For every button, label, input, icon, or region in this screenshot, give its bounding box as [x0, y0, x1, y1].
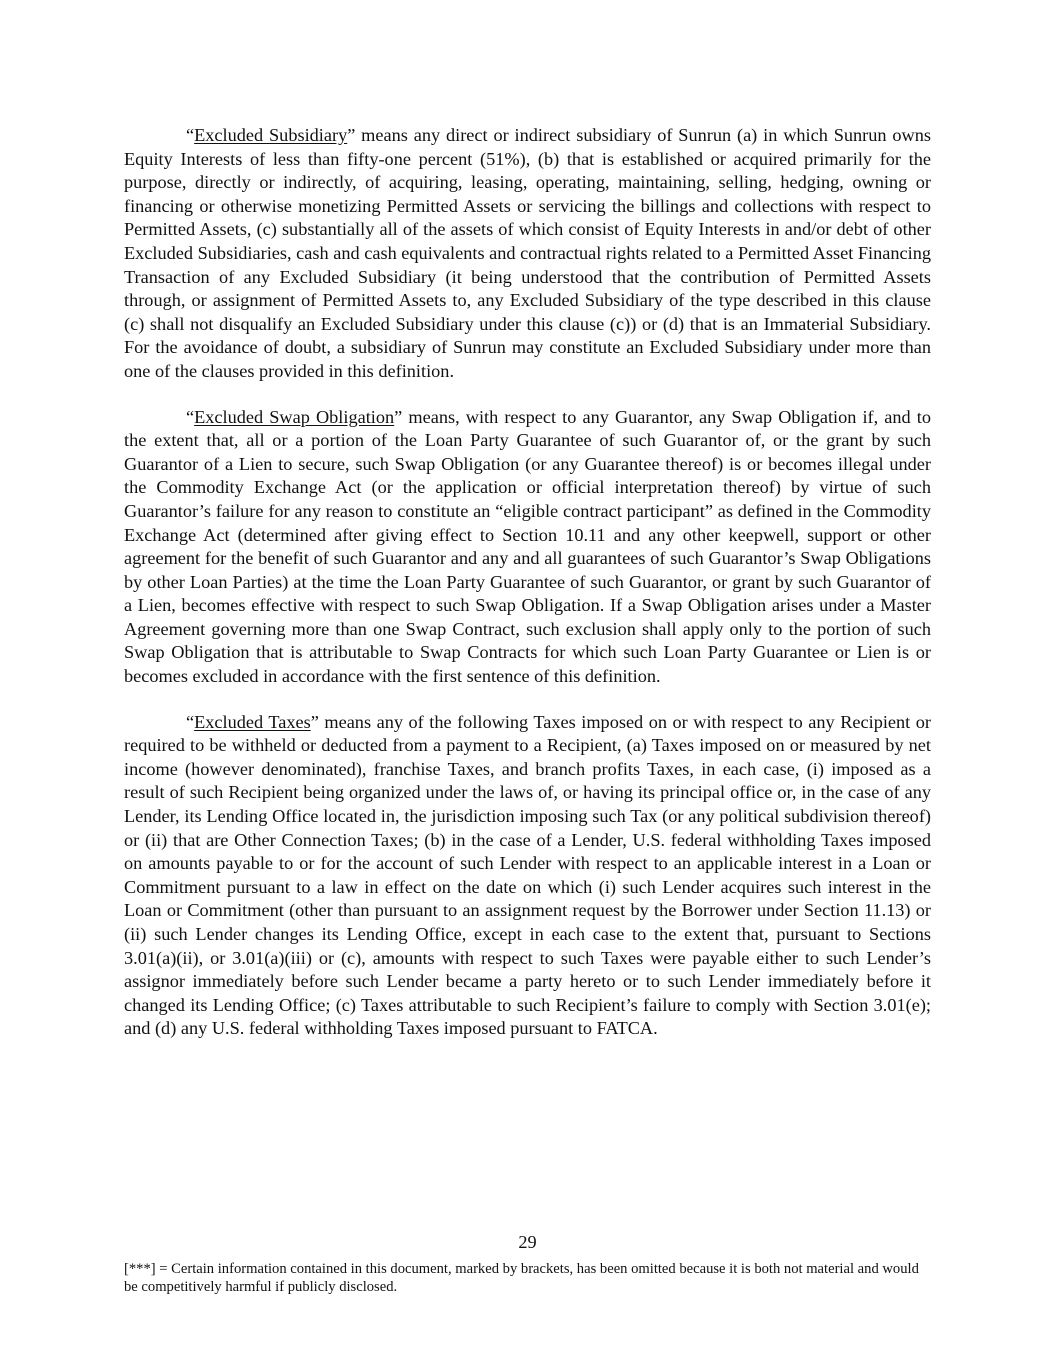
defined-term: Excluded Taxes [194, 711, 311, 732]
confidentiality-footnote: [***] = Certain information contained in this document, marked by brackets, has been omitted because it is both not material and would be competitively harmful if publicly disclosed. [124, 1261, 919, 1295]
open-quote: “ [186, 406, 195, 427]
open-quote: “ [186, 125, 195, 145]
definition-text: ” means any of the following Taxes imposed on or with respect to any Recipient or required to be withheld or deducted from a payment to a Recipient, (a) Taxes imposed on or measured by net income (however denominated), franchise Taxes, and branch profits Taxes, in each case, (i) imposed as a result of such Recipient being organized under the laws of, or having its principal office or, in the case of any Lender, its Lending Office located in, the jurisdiction imposing such Tax (or any political subdivision thereof) or (ii) that are Other Connection Taxes; (b) in the case of a Lender, U.S. federal withholding Taxes imposed on amounts payable to or for the account of such Lender with respect to an applicable interest in a Loan or Commitment pursuant to a law in effect on the date on which (i) such Lender acquires such interest in the Loan or Commitment (other than pursuant to an assignment request by the Borrower under Section 11.13) or (ii) such Lender changes its Lending Office, except in each case to the extent that, pursuant to Sections 3.01(a)(ii), or 3.01(a)(iii) or (c), amounts with respect to such Taxes were payable either to such Lender’s assignor immediately before such Lender became a party hereto or to such Lender immediately before it changed its Lending Office; (c) Taxes attributable to such Recipient’s failure to comply with Section 3.01(e); and (d) any U.S. federal withholding Taxes imposed pursuant to FATCA. [124, 711, 931, 1039]
defined-term: Excluded Swap Obligation [194, 406, 395, 427]
definition-text: ” means any direct or indirect subsidiary of Sunrun (a) in which Sunrun owns Equity Interests of less than fifty-one percent (51%), (b) that is established or acquired primarily for the purpose, directly or indirectly, of acquiring, leasing, operating, maintaining, selling, hedging, owning or financing or otherwise monetizing Permitted Assets or servicing the billings and collections with respect to Permitted Assets, (c) substantially all of the assets of which consist of Equity Interests in and/or debt of other Excluded Subsidiaries, cash and cash equivalents and contractual rights related to a Permitted Asset Financing Transaction of any Excluded Subsidiary (it being understood that the contribution of Permitted Assets through, or assignment of Permitted Assets to, any Excluded Subsidiary of the type described in this clause (c) shall not disqualify an Excluded Subsidiary under this clause (c)) or (d) that is an Immaterial Subsidiary. For the avoidance of doubt, a subsidiary of Sunrun may constitute an Excluded Subsidiary under more than one of the clauses provided in this definition. [124, 125, 931, 381]
definition-excluded-subsidiary [124, 124, 931, 384]
defined-term: Excluded Subsidiary [194, 125, 348, 145]
open-quote: “ [186, 711, 195, 732]
definition-excluded-taxes [124, 711, 931, 1041]
definition-text: ” means, with respect to any Guarantor, any Swap Obligation if, and to the extent that, all or a portion of the Loan Party Guarantee of such Guarantor of, or the grant by such Guarantor of a Lien to secure, such Swap Obligation (or any Guarantee thereof) is or becomes illegal under the Commodity Exchange Act (or the application or official interpretation thereof) by virtue of such Guarantor’s failure for any reason to constitute an “eligible contract participant” as defined in the Commodity Exchange Act (determined after giving effect to Section 10.11 and any other keepwell, support or other agreement for the benefit of such Guarantor and any and all guarantees of such Guarantor’s Swap Obligations by other Loan Parties) at the time the Loan Party Guarantee of such Guarantor, or grant by such Guarantor of a Lien, becomes effective with respect to such Swap Obligation. If a Swap Obligation arises under a Master Agreement governing more than one Swap Contract, such exclusion shall apply only to the portion of such Swap Obligation that is attributable to Swap Contracts for which such Loan Party Guarantee or Lien is or becomes excluded in accordance with the first sentence of this definition. [124, 406, 932, 687]
page-number: 29 [518, 1232, 537, 1252]
definition-excluded-swap-obligation [124, 406, 931, 689]
page-body [124, 124, 931, 1063]
